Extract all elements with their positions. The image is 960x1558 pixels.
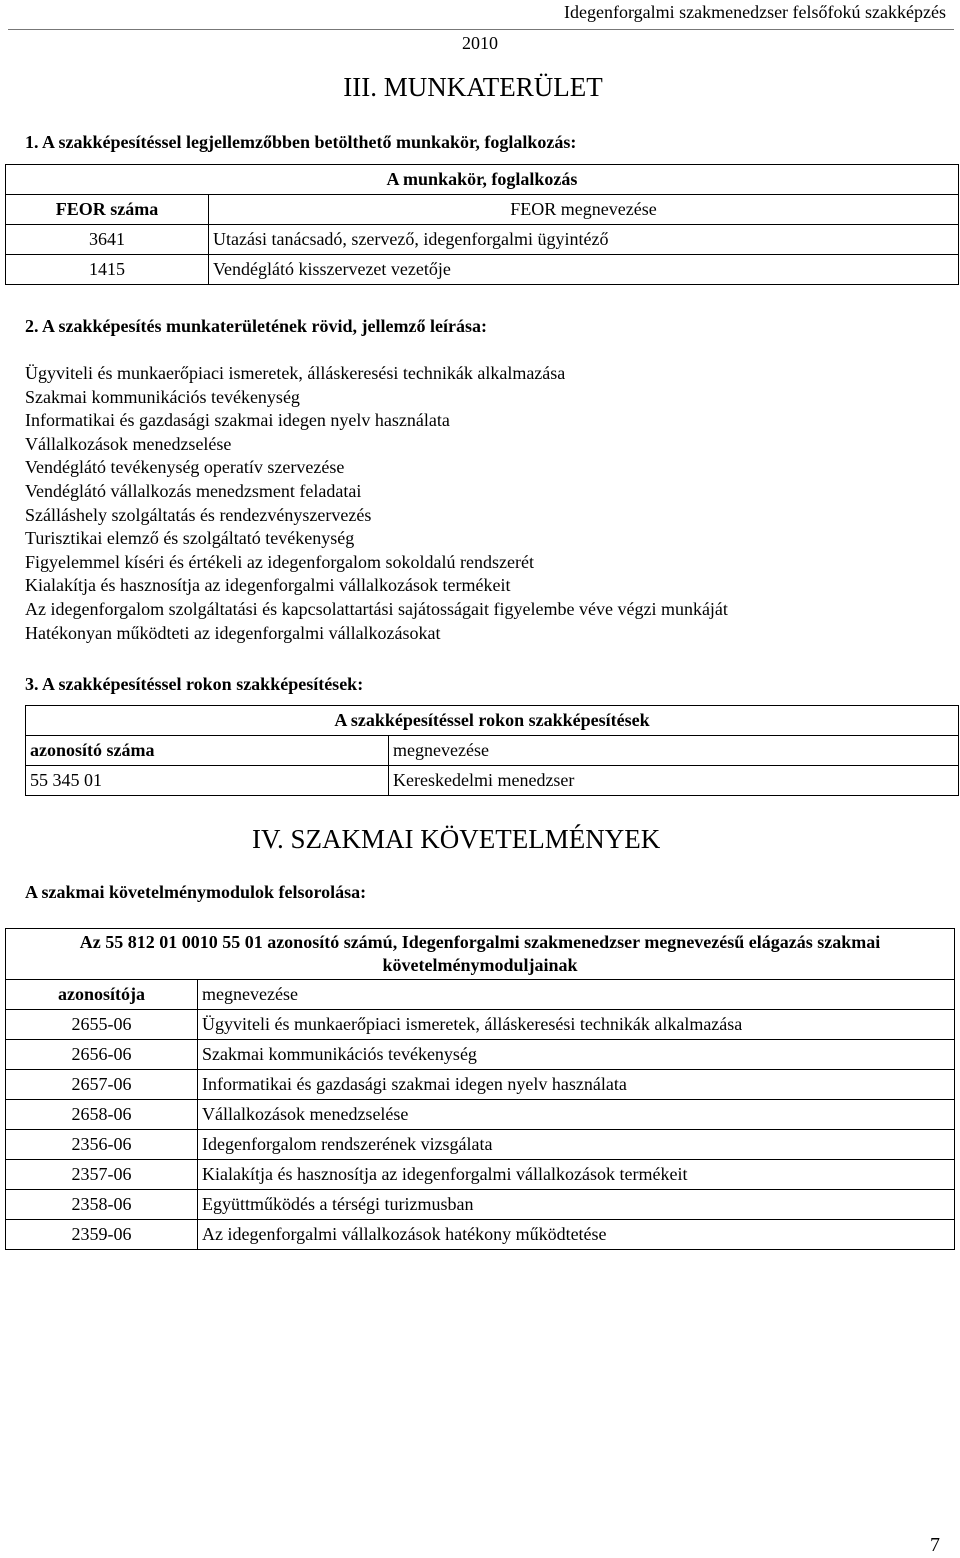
list-item: Vállalkozások menedzselése: [25, 433, 232, 454]
table-header-row: [6, 165, 959, 195]
feor-code-header: FEOR száma: [6, 195, 209, 225]
feor-table: [5, 164, 959, 285]
module-code: 2358-06: [6, 1190, 198, 1220]
module-name: Ügyviteli és munkaerőpiaci ismeretek, álláskeresési technikák alkalmazása: [198, 1010, 955, 1040]
module-name: Szakmai kommunikációs tevékenység: [198, 1040, 955, 1070]
list-item: Vendéglátó vállalkozás menedzsment feladatai: [25, 480, 362, 501]
feor-code: 3641: [6, 225, 209, 255]
list-item: Figyelemmel kíséri és értékeli az idegenforgalom sokoldalú rendszerét: [25, 551, 534, 572]
module-name: Együttműködés a térségi turizmusban: [198, 1190, 955, 1220]
header-year: 2010: [462, 33, 498, 53]
modules-table: [5, 928, 955, 1250]
module-code: 2655-06: [6, 1010, 198, 1040]
module-code: 2658-06: [6, 1100, 198, 1130]
module-name: Vállalkozások menedzselése: [198, 1100, 955, 1130]
table-row: [6, 1220, 955, 1250]
section-3-title: III. MUNKATERÜLET: [343, 72, 603, 102]
section-3-2-heading: 2. A szakképesítés munkaterületének rövid, jellemző leírása:: [25, 316, 487, 336]
list-item: Informatikai és gazdasági szakmai idegen nyelv használata: [25, 410, 450, 431]
related-qualifications-table: [25, 705, 959, 796]
list-item: Kialakítja és hasznosítja az idegenforgalmi vállalkozások termékeit: [25, 575, 511, 596]
header-divider: [8, 29, 954, 30]
table-row: [6, 1130, 955, 1160]
table-header-row: [6, 929, 955, 980]
list-item: Turisztikai elemző és szolgáltató tevékenység: [25, 528, 355, 549]
table-row: [6, 255, 959, 285]
list-item: Vendéglátó tevékenység operatív szervezése: [25, 457, 345, 478]
table-row: [6, 1160, 955, 1190]
table-row: [6, 1040, 955, 1070]
table-row: [6, 1190, 955, 1220]
table-row: [6, 1010, 955, 1040]
list-item: Az idegenforgalom szolgáltatási és kapcsolattartási sajátosságait figyelembe véve végzi munkáját: [25, 598, 728, 619]
page-number: 7: [930, 1534, 940, 1556]
section-4-sub-heading: A szakmai követelménymodulok felsorolása:: [25, 882, 367, 902]
module-code-header: azonosítója: [6, 980, 198, 1010]
table-header-row: [26, 736, 959, 766]
section-3-1-heading: 1. A szakképesítéssel legjellemzőbben betölthető munkakör, foglalkozás:: [25, 132, 577, 152]
module-name: Idegenforgalom rendszerének vizsgálata: [198, 1130, 955, 1160]
section-4-title: IV. SZAKMAI KÖVETELMÉNYEK: [252, 824, 661, 854]
feor-name: Vendéglátó kisszervezet vezetője: [209, 255, 959, 285]
feor-name-header: FEOR megnevezése: [209, 195, 959, 225]
related-code: 55 345 01: [26, 766, 389, 796]
work-area-list: [25, 362, 728, 645]
module-code: 2359-06: [6, 1220, 198, 1250]
header-title: Idegenforgalmi szakmenedzser felsőfokú szakképzés: [563, 2, 946, 22]
module-code: 2656-06: [6, 1040, 198, 1070]
module-code: 2357-06: [6, 1160, 198, 1190]
module-name: Kialakítja és hasznosítja az idegenforgalmi vállalkozások termékeit: [198, 1160, 955, 1190]
list-item: Szálláshely szolgáltatás és rendezvényszervezés: [25, 504, 372, 525]
list-item: Hatékonyan működteti az idegenforgalmi vállalkozásokat: [25, 622, 441, 643]
related-code-header: azonosító száma: [26, 736, 389, 766]
feor-name: Utazási tanácsadó, szervező, idegenforgalmi ügyintéző: [209, 225, 959, 255]
module-name: Az idegenforgalmi vállalkozások hatékony működtetése: [198, 1220, 955, 1250]
feor-table-title: A munkakör, foglalkozás: [6, 165, 959, 195]
table-header-row: [6, 195, 959, 225]
section-3-3-heading: 3. A szakképesítéssel rokon szakképesítések:: [25, 674, 364, 694]
modules-table-title: Az 55 812 01 0010 55 01 azonosító számú, Idegenforgalmi szakmenedzser megnevezésű elágazás szakmai követelménymoduljainak: [6, 929, 955, 980]
table-row: [26, 766, 959, 796]
module-name: Informatikai és gazdasági szakmai idegen nyelv használata: [198, 1070, 955, 1100]
table-row: [6, 225, 959, 255]
table-row: [6, 1100, 955, 1130]
module-code: 2657-06: [6, 1070, 198, 1100]
module-code: 2356-06: [6, 1130, 198, 1160]
table-row: [6, 1070, 955, 1100]
module-name-header: megnevezése: [198, 980, 955, 1010]
table-header-row: [26, 706, 959, 736]
related-name-header: megnevezése: [389, 736, 959, 766]
related-table-title: A szakképesítéssel rokon szakképesítések: [26, 706, 959, 736]
list-item: Ügyviteli és munkaerőpiaci ismeretek, álláskeresési technikák alkalmazása: [25, 363, 566, 383]
list-item: Szakmai kommunikációs tevékenység: [25, 386, 300, 407]
feor-code: 1415: [6, 255, 209, 285]
related-name: Kereskedelmi menedzser: [389, 766, 959, 796]
table-header-row: [6, 980, 955, 1010]
